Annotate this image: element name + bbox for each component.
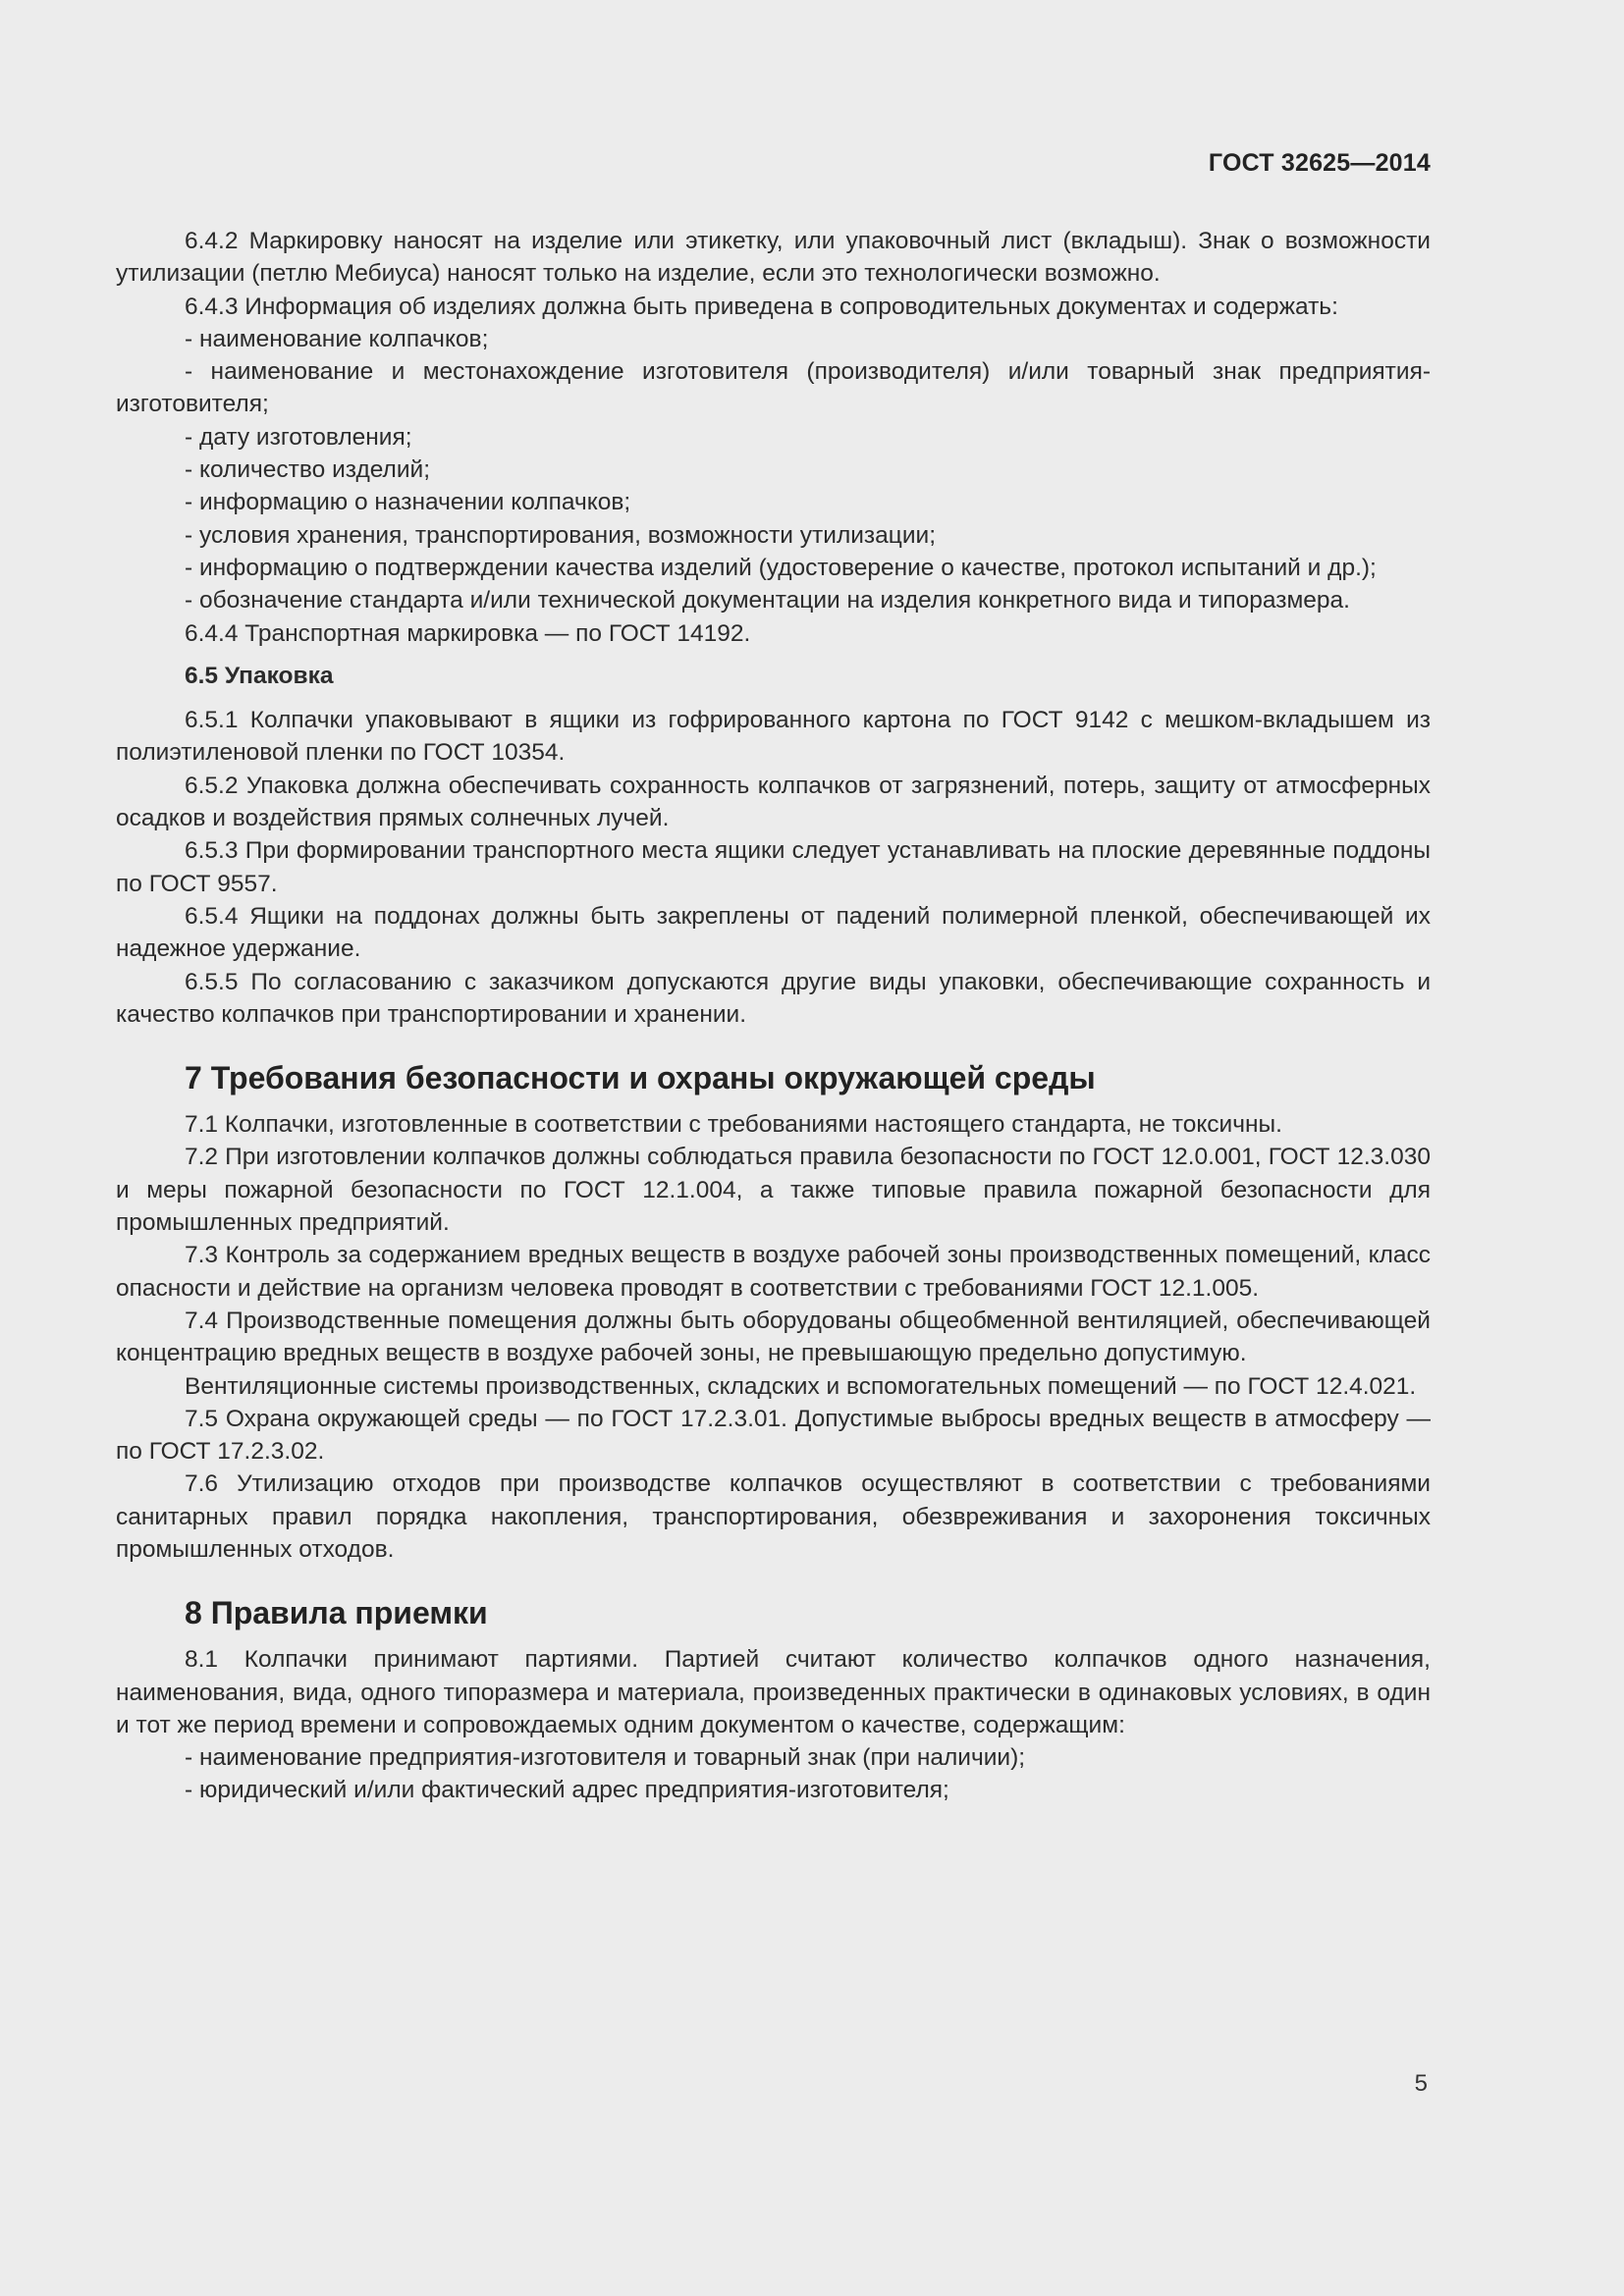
body-paragraph: 6.5.2 Упаковка должна обеспечивать сохранность колпачков от загрязнений, потерь, защиту от атмосферных осадков и воздействия прямых солнечных лучей. [116,772,1431,832]
list-item: - наименование и местонахождение изготовителя (производителя) и/или товарный знак предприятия-изготовителя; [116,358,1431,418]
list-item: - юридический и/или фактический адрес предприятия-изготовителя; [185,1777,949,1804]
body-paragraph: 6.4.4 Транспортная маркировка — по ГОСТ 14192. [185,619,751,647]
list-item: - информацию о назначении колпачков; [185,489,631,516]
body-paragraph: 7.2 При изготовлении колпачков должны соблюдаться правила безопасности по ГОСТ 12.0.001, ГОСТ 12.3.030 и меры пожарной безопасности по ГОСТ 12.1.004, а также типовые правила пожарной безопасности для промышленных предприятий. [116,1144,1431,1237]
section-heading: 8 Правила приемки [185,1595,488,1631]
body-paragraph: 7.3 Контроль за содержанием вредных веществ в воздухе рабочей зоны производственных помещений, класс опасности и действие на организм человека проводят в соответствии с требованиями ГОСТ 12.1.005. [116,1242,1431,1302]
body-paragraph: 7.1 Колпачки, изготовленные в соответствии с требованиями настоящего стандарта, не токсичны. [185,1111,1282,1139]
body-paragraph: 6.5.1 Колпачки упаковывают в ящики из гофрированного картона по ГОСТ 9142 с мешком-вкладышем из полиэтиленовой пленки по ГОСТ 10354. [116,707,1431,767]
body-paragraph: 8.1 Колпачки принимают партиями. Партией считают количество колпачков одного назначения, наименования, вида, одного типоразмера и материала, произведенных практически в одинаковых условиях, в один и тот же период времени и сопровождаемых одним документом о качестве, содержащим: [116,1646,1431,1738]
list-item: - дату изготовления; [185,423,412,451]
body-paragraph: 6.5.5 По согласованию с заказчиком допускаются другие виды упаковки, обеспечивающие сохранность и качество колпачков при транспортировании и хранении. [116,968,1431,1028]
body-paragraph: 6.4.3 Информация об изделиях должна быть приведена в сопроводительных документах и содержать: [185,293,1338,320]
list-item: - наименование колпачков; [185,325,489,352]
body-paragraph: 7.5 Охрана окружающей среды — по ГОСТ 17.2.3.01. Допустимые выбросы вредных веществ в атмосферу — по ГОСТ 17.2.3.02. [116,1405,1431,1466]
list-item: - условия хранения, транспортирования, возможности утилизации; [185,521,937,549]
body-paragraph: 6.5.3 При формировании транспортного места ящики следует устанавливать на плоские деревянные поддоны по ГОСТ 9557. [116,837,1431,897]
body-paragraph: Вентиляционные системы производственных, складских и вспомогательных помещений — по ГОСТ 12.4.021. [185,1372,1417,1400]
document-id-header: ГОСТ 32625—2014 [1208,149,1431,177]
list-item: - наименование предприятия-изготовителя и товарный знак (при наличии); [185,1744,1026,1772]
subsection-heading: 6.5 Упаковка [185,662,334,689]
document-body [116,225,1431,1807]
list-item: - количество изделий; [185,456,431,484]
body-paragraph: 6.4.2 Маркировку наносят на изделие или этикетку, или упаковочный лист (вкладыш). Знак о возможности утилизации (петлю Мебиуса) наносят только на изделие, если это технологически возможно. [116,228,1431,288]
list-item: - обозначение стандарта и/или технической документации на изделия конкретного вида и типоразмера. [185,587,1350,614]
body-paragraph: 6.5.4 Ящики на поддонах должны быть закреплены от падений полимерной пленкой, обеспечивающей их надежное удержание. [116,902,1431,963]
body-paragraph: 7.6 Утилизацию отходов при производстве колпачков осуществляют в соответствии с требованиями санитарных правил порядка накопления, транспортирования, обезвреживания и захоронения токсичных промышленных отходов. [116,1470,1431,1563]
page-number: 5 [1414,2070,1428,2097]
body-paragraph: 7.4 Производственные помещения должны быть оборудованы общеобменной вентиляцией, обеспечивающей концентрацию вредных веществ в воздухе рабочей зоны, не превышающую предельно допустимую. [116,1307,1431,1367]
list-item: - информацию о подтверждении качества изделий (удостоверение о качестве, протокол испытаний и др.); [185,554,1377,581]
section-heading: 7 Требования безопасности и охраны окружающей среды [185,1060,1096,1096]
